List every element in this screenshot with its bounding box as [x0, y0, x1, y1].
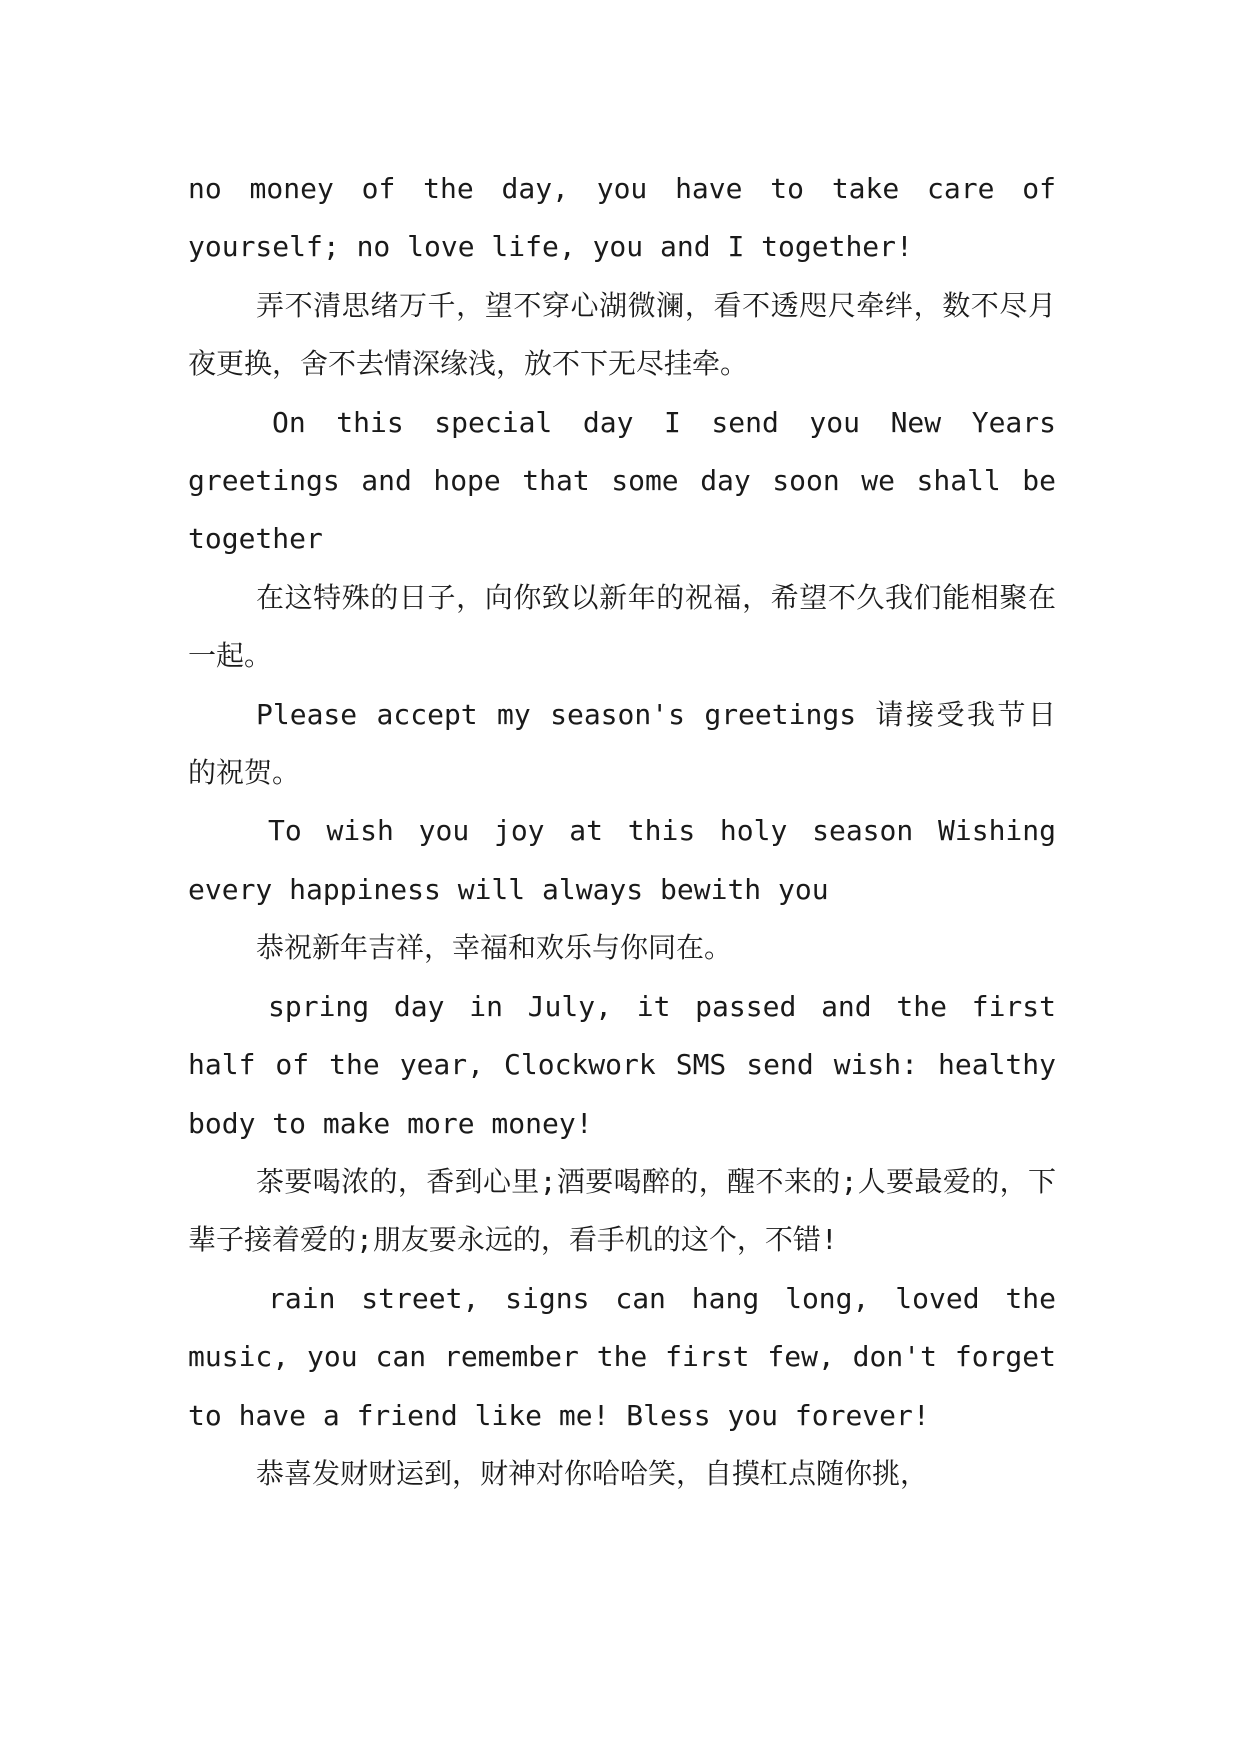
paragraph-chinese: 恭祝新年吉祥，幸福和欢乐与你同在。 [256, 931, 733, 965]
paragraph-english: spring day in July, it passed and the first half of the year, Clockwork SMS send wish: healthy body to make more money! [188, 989, 1056, 1140]
document-body [188, 160, 1056, 1503]
paragraph-english: rain street, signs can hang long, loved the music, you can remember the first few, don't forget to have a friend like me! Bless you forever! [188, 1281, 1056, 1432]
paragraph-chinese: 弄不清思绪万千，望不穿心湖微澜，看不透咫尺牵绊，数不尽月夜更换，舍不去情深缘浅，放不下无尽挂牵。 [188, 288, 1056, 381]
paragraph-english: no money of the day, you have to take care of yourself; no love life, you and I together! [188, 172, 1056, 264]
paragraph-chinese: 在这特殊的日子，向你致以新年的祝福，希望不久我们能相聚在一起。 [188, 580, 1056, 673]
paragraph-english: On this special day I send you New Years greetings and hope that some day soon we shall be together [188, 405, 1056, 556]
paragraph-mixed: Please accept my season's greetings 请接受我节日的祝贺。 [188, 697, 1056, 790]
paragraph-english: To wish you joy at this holy season Wishing every happiness will always bewith you [188, 814, 1056, 906]
paragraph-chinese: 茶要喝浓的，香到心里;酒要喝醉的，醒不来的;人要最爱的，下辈子接着爱的;朋友要永远的，看手机的这个，不错! [188, 1164, 1056, 1257]
paragraph-chinese: 恭喜发财财运到，财神对你哈哈笑，自摸杠点随你挑， [256, 1456, 929, 1490]
